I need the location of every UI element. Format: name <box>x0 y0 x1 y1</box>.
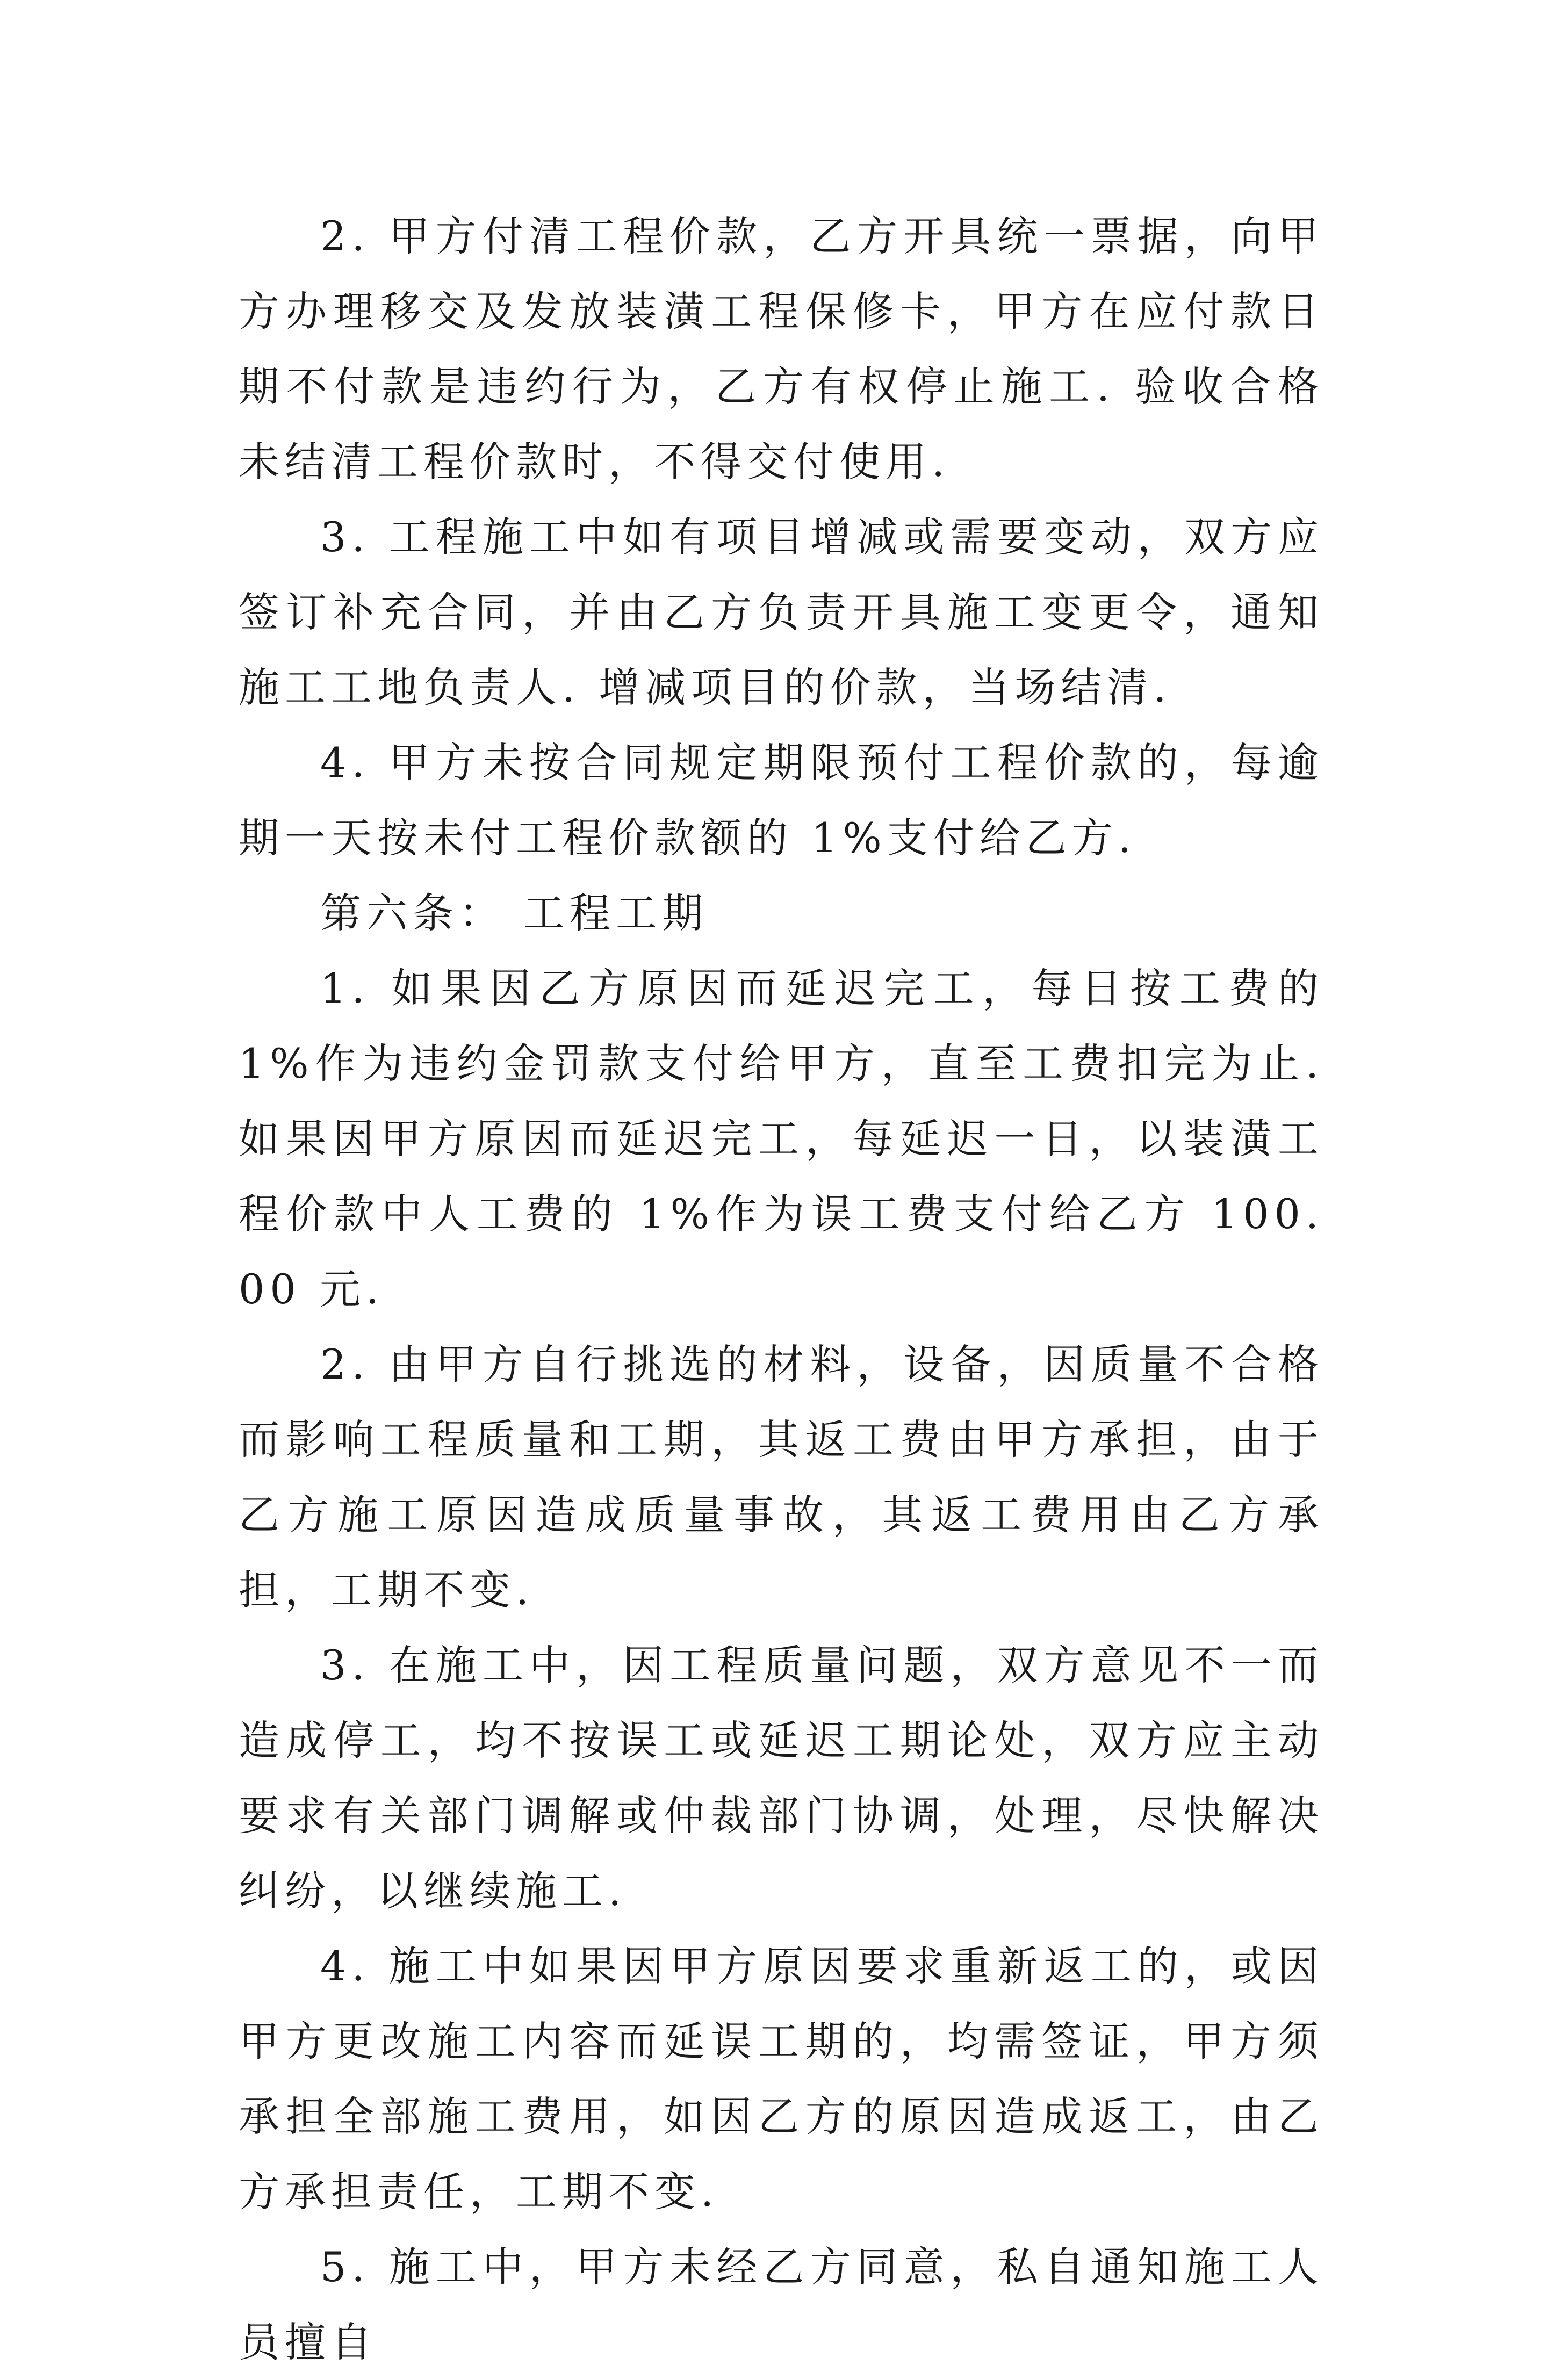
section-heading-construction-period: 第六条： 工程工期 <box>320 889 709 937</box>
paragraph-late-payment: 4. 甲方未按合同规定期限预付工程价款的，每逾期一天按未付工程价款额的 1%支付给乙方. <box>239 739 1324 862</box>
paragraph-material-quality: 2. 由甲方自行挑选的材料，设备，因质量不合格而影响工程质量和工期，其返工费由甲方承担，由于乙方施工原因造成质量事故，其返工费用由乙方承担，工期不变. <box>239 1340 1324 1614</box>
document-body <box>239 199 1324 2380</box>
paragraph-project-changes: 3. 工程施工中如有项目增减或需要变动，双方应签订补充合同，并由乙方负责开具施工变更令，通知施工工地负责人. 增减项目的价款，当场结清. <box>239 513 1324 711</box>
paragraph-delay-penalty: 1. 如果因乙方原因而延迟完工，每日按工费的 1%作为违约金罚款支付给甲方，直至工费扣完为止. 如果因甲方原因而延迟完工，每延迟一日，以装潢工程价款中人工费的 1%作为误工费支付给乙方 100.00 元. <box>239 964 1324 1313</box>
paragraph-payment-settlement: 2. 甲方付清工程价款，乙方开具统一票据，向甲方办理移交及发放装潢工程保修卡，甲方在应付款日期不付款是违约行为，乙方有权停止施工. 验收合格未结清工程价款时，不得交付使用. <box>239 212 1324 486</box>
paragraph-quality-dispute: 3. 在施工中，因工程质量问题，双方意见不一而造成停工，均不按误工或延迟工期论处，双方应主动要求有关部门调解或仲裁部门协调，处理，尽快解决纠纷，以继续施工. <box>239 1641 1324 1915</box>
paragraph-unauthorized-notice: 5. 施工中，甲方未经乙方同意，私自通知施工人员擅自 <box>239 2243 1324 2366</box>
paragraph-rework: 4. 施工中如果因甲方原因要求重新返工的，或因甲方更改施工内容而延误工期的，均需签证，甲方须承担全部施工费用，如因乙方的原因造成返工，由乙方承担责任，工期不变. <box>239 1942 1324 2216</box>
